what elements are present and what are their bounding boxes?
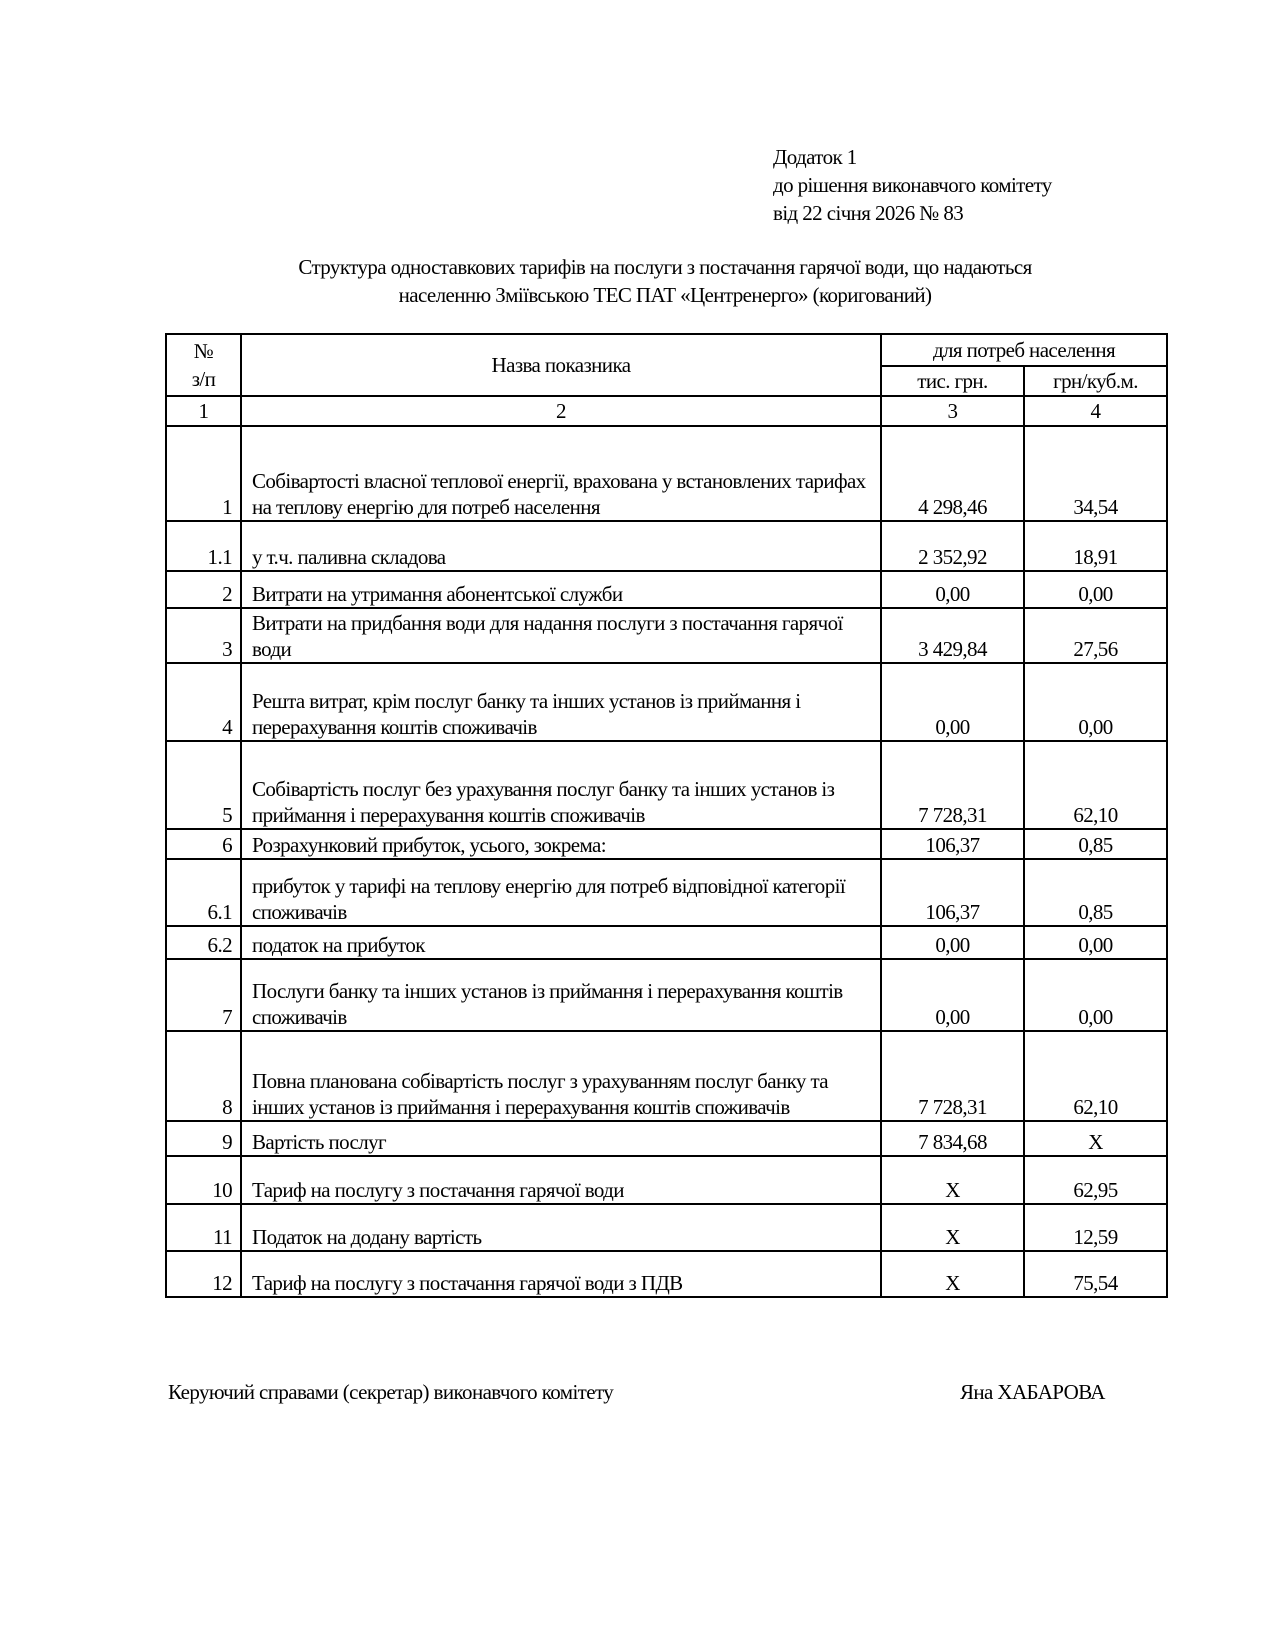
row-name: Повна планована собівартість послуг з урахуванням послуг банку та інших установ із приймання і перерахування коштів споживачів [241, 1031, 881, 1121]
header-name: Назва показника [241, 334, 881, 396]
row-number: 10 [166, 1156, 241, 1204]
row-value-uah-per-m3: 12,59 [1024, 1204, 1167, 1251]
row-number: 6 [166, 829, 241, 859]
row-value-thousand-uah: 3 429,84 [881, 608, 1024, 663]
row-value-thousand-uah: 0,00 [881, 926, 1024, 959]
row-name: Витрати на придбання води для надання послуги з постачання гарячої води [241, 608, 881, 663]
row-value-uah-per-m3: 62,10 [1024, 1031, 1167, 1121]
row-value-thousand-uah: 0,00 [881, 959, 1024, 1031]
table-row [166, 741, 1167, 829]
signature-name: Яна ХАБАРОВА [960, 1380, 1105, 1404]
annex-line: від 22 січня 2026 № 83 [773, 201, 964, 225]
row-value-thousand-uah: 7 728,31 [881, 1031, 1024, 1121]
row-name: Послуги банку та інших установ із приймання і перерахування коштів споживачів [241, 959, 881, 1031]
table-row [166, 521, 1167, 571]
row-value-thousand-uah: 2 352,92 [881, 521, 1024, 571]
row-name: Собівартість послуг без урахування послуг банку та інших установ із приймання і перерахування коштів споживачів [241, 741, 881, 829]
row-name: Витрати на утримання абонентської служби [241, 571, 881, 608]
header-col3: тис. грн. [881, 366, 1024, 396]
table-row [166, 829, 1167, 859]
table-row [166, 959, 1167, 1031]
row-name: Решта витрат, крім послуг банку та інших установ із приймання і перерахування коштів споживачів [241, 663, 881, 741]
table-row [166, 571, 1167, 608]
row-number: 1 [166, 426, 241, 521]
row-name: Податок на додану вартість [241, 1204, 881, 1251]
table-row [166, 608, 1167, 663]
row-number: 6.2 [166, 926, 241, 959]
annex-line: до рішення виконавчого комітету [773, 173, 1052, 197]
row-number: 11 [166, 1204, 241, 1251]
row-value-uah-per-m3: 62,95 [1024, 1156, 1167, 1204]
col-number: 3 [881, 396, 1024, 426]
row-number: 1.1 [166, 521, 241, 571]
row-name: Тариф на послугу з постачання гарячої води [241, 1156, 881, 1204]
row-value-thousand-uah: Х [881, 1204, 1024, 1251]
row-value-uah-per-m3: 0,00 [1024, 663, 1167, 741]
document-title [165, 253, 1165, 309]
table-row [166, 1251, 1167, 1297]
row-name: прибуток у тарифі на теплову енергію для потреб відповідної категорії споживачів [241, 859, 881, 926]
row-value-thousand-uah: 7 834,68 [881, 1121, 1024, 1156]
header-group: для потреб населення [881, 334, 1167, 366]
row-value-uah-per-m3: 27,56 [1024, 608, 1167, 663]
row-value-thousand-uah: 0,00 [881, 663, 1024, 741]
col-number: 1 [166, 396, 241, 426]
row-number: 4 [166, 663, 241, 741]
row-value-uah-per-m3: Х [1024, 1121, 1167, 1156]
row-value-thousand-uah: 0,00 [881, 571, 1024, 608]
annex-block [773, 143, 1052, 227]
row-value-thousand-uah: 106,37 [881, 859, 1024, 926]
row-value-uah-per-m3: 18,91 [1024, 521, 1167, 571]
table-row [166, 663, 1167, 741]
signature-position: Керуючий справами (секретар) виконавчого комітету [168, 1380, 614, 1404]
row-name: у т.ч. паливна складова [241, 521, 881, 571]
row-value-thousand-uah: 4 298,46 [881, 426, 1024, 521]
row-value-uah-per-m3: 75,54 [1024, 1251, 1167, 1297]
row-number: 12 [166, 1251, 241, 1297]
row-number: 7 [166, 959, 241, 1031]
row-value-uah-per-m3: 0,85 [1024, 829, 1167, 859]
table-row [166, 1204, 1167, 1251]
row-value-uah-per-m3: 0,00 [1024, 959, 1167, 1031]
row-name: Тариф на послугу з постачання гарячої води з ПДВ [241, 1251, 881, 1297]
row-value-uah-per-m3: 62,10 [1024, 741, 1167, 829]
row-value-thousand-uah: Х [881, 1156, 1024, 1204]
header-num: № з/п [166, 334, 241, 396]
row-number: 9 [166, 1121, 241, 1156]
tariff-table [165, 333, 1168, 1298]
annex-line: Додаток 1 [773, 145, 857, 169]
row-name: податок на прибуток [241, 926, 881, 959]
row-name: Вартість послуг [241, 1121, 881, 1156]
col-number: 4 [1024, 396, 1167, 426]
row-value-uah-per-m3: 0,00 [1024, 571, 1167, 608]
row-value-thousand-uah: 106,37 [881, 829, 1024, 859]
table-row [166, 1121, 1167, 1156]
row-number: 8 [166, 1031, 241, 1121]
row-name: Розрахунковий прибуток, усього, зокрема: [241, 829, 881, 859]
table-row [166, 426, 1167, 521]
title-line: населенню Зміївською ТЕС ПАТ «Центренерго» (коригований) [398, 283, 932, 307]
row-value-uah-per-m3: 0,85 [1024, 859, 1167, 926]
row-number: 5 [166, 741, 241, 829]
row-value-uah-per-m3: 0,00 [1024, 926, 1167, 959]
table-row [166, 1031, 1167, 1121]
col-number: 2 [241, 396, 881, 426]
row-value-uah-per-m3: 34,54 [1024, 426, 1167, 521]
row-name: Собівартості власної теплової енергії, врахована у встановлених тарифах на теплову енергію для потреб населення [241, 426, 881, 521]
table-row [166, 859, 1167, 926]
row-number: 3 [166, 608, 241, 663]
table-row [166, 926, 1167, 959]
row-value-thousand-uah: Х [881, 1251, 1024, 1297]
row-number: 2 [166, 571, 241, 608]
header-col4: грн/куб.м. [1024, 366, 1167, 396]
table-row [166, 1156, 1167, 1204]
row-value-thousand-uah: 7 728,31 [881, 741, 1024, 829]
row-number: 6.1 [166, 859, 241, 926]
title-line: Структура одноставкових тарифів на послуги з постачання гарячої води, що надаються [298, 255, 1032, 279]
